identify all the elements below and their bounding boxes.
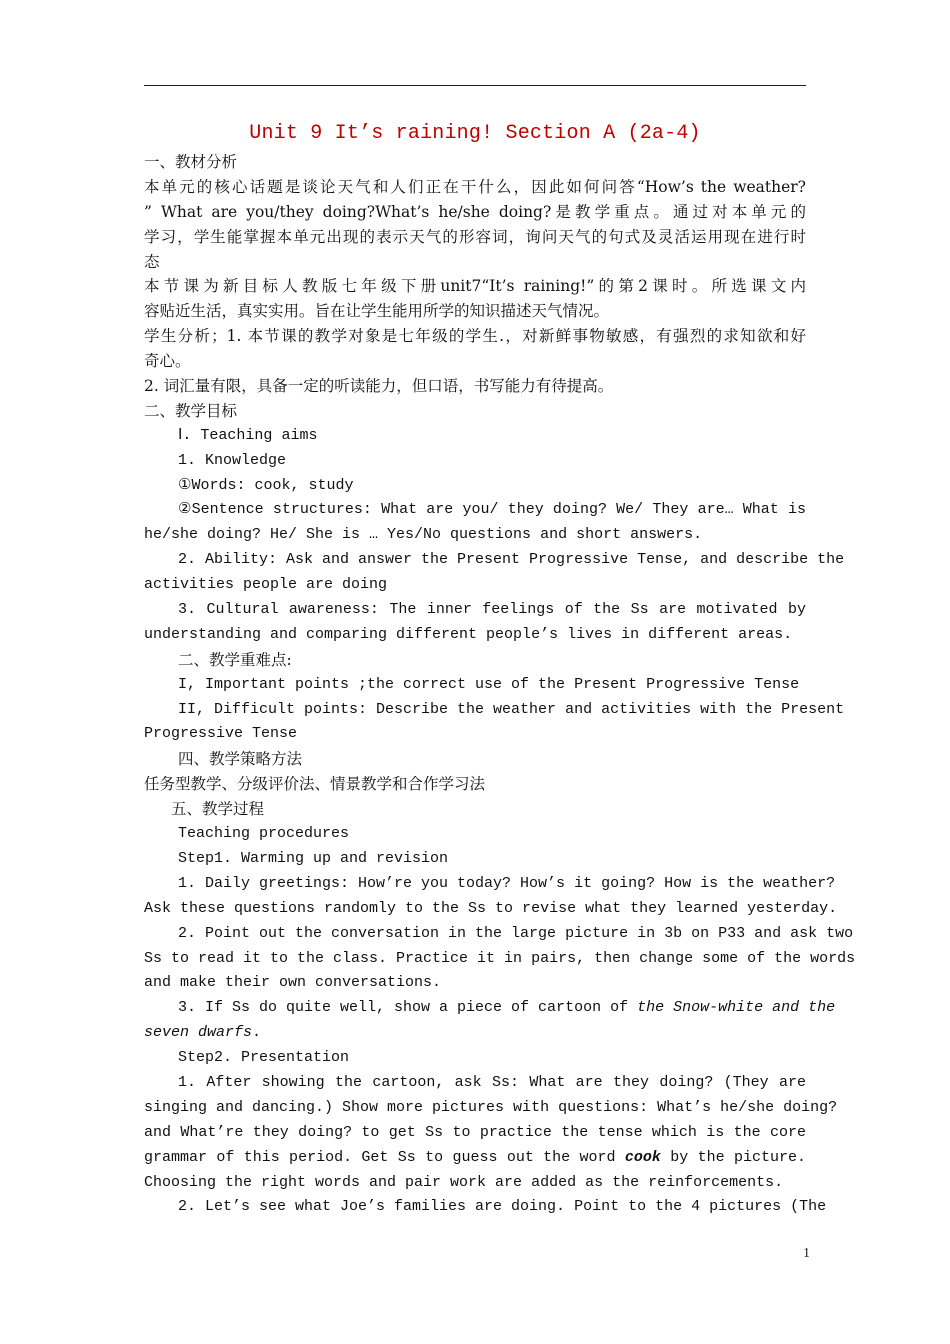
paragraph-line: Ss to read it to the class. Practice it in pairs, then change some of the words: [144, 949, 856, 967]
list-item: 3. Cultural awareness: The inner feelings of the Ss are motivated by: [178, 601, 806, 619]
list-item: ①Words: cook, study: [178, 476, 354, 494]
paragraph-line: Choosing the right words and pair work are added as the reinforcements.: [144, 1173, 784, 1191]
paragraph-line: ” What are you/they doing?What’s he/she doing?是教学重点。通过对本单元的: [144, 202, 806, 221]
paragraph-line: understanding and comparing different people’s lives in different areas.: [144, 625, 793, 643]
header-rule: [144, 85, 806, 86]
list-item: 2. Ability: Ask and answer the Present Progressive Tense, and describe the: [178, 551, 845, 569]
cartoon-title-italic: seven dwarfs: [144, 1024, 253, 1042]
paragraph-line: [144, 1021, 806, 1046]
step-heading: Step1. Warming up and revision: [178, 849, 449, 867]
paragraph-line: 2. 词汇量有限，具备一定的听读能力，但口语，书写能力有待提高。: [144, 377, 614, 396]
paragraph-line: 学习，学生能掌握本单元出现的表示天气的形容词，询问天气的句式及灵活运用现在进行时: [144, 227, 806, 246]
paragraph-line: [144, 1146, 806, 1171]
paragraph-line: 态: [144, 252, 160, 271]
document-title: Unit 9 It’s raining! Section A (2a-4): [249, 122, 701, 145]
heading-teaching-strategies: 四、教学策略方法: [178, 750, 303, 769]
paragraph-line: and What’re they doing? to get Ss to practice the tense which is the core: [144, 1123, 806, 1141]
step-heading: Step2. Presentation: [178, 1049, 350, 1067]
list-item: 2. Point out the conversation in the large picture in 3b on P33 and ask two: [178, 924, 854, 942]
paragraph-line: 本单元的核心话题是谈论天气和人们正在干什么，因此如何问答“How’s the weather?: [144, 177, 806, 196]
paragraph-line: Ask these questions randomly to the Ss to revise what they learned yesterday.: [144, 899, 838, 917]
list-item: ②Sentence structures: What are you/ they doing? We/ They are… What is: [178, 501, 806, 519]
paragraph-line: Teaching procedures: [178, 825, 350, 843]
line-text: .: [252, 1024, 262, 1042]
list-item: Ⅰ. Teaching aims: [178, 426, 318, 444]
list-item: 1. Knowledge: [178, 451, 287, 469]
list-item: I, Important points ;the correct use of the Present Progressive Tense: [178, 675, 800, 693]
paragraph-line: 容贴近生活，真实实用。旨在让学生能用所学的知识描述天气情况。: [144, 302, 610, 321]
list-item: 1. After showing the cartoon, ask Ss: What are they doing? (They are: [178, 1073, 806, 1091]
list-item: [144, 996, 836, 1021]
cartoon-title-italic: the Snow-white and the: [637, 999, 836, 1017]
paragraph-line: and make their own conversations.: [144, 974, 442, 992]
page-number: 1: [803, 1246, 810, 1261]
line-text: 3. If Ss do quite well, show a piece of cartoon of: [178, 999, 629, 1017]
heading-textbook-analysis: 一、教材分析: [144, 153, 238, 171]
paragraph-line: 奇心。: [144, 352, 191, 371]
paragraph-line: 任务型教学、分级评价法、情景教学和合作学习法: [144, 775, 486, 794]
paragraph-line: 本节课为新目标人教版七年级下册unit7“It’s raining!”的第2课时。所选课文内: [144, 277, 806, 296]
keyword-cook: cook: [624, 1148, 661, 1166]
list-item: II, Difficult points: Describe the weather and activities with the Present: [178, 700, 845, 718]
list-item: 1. Daily greetings: How’re you today? How’s it going? How is the weather?: [178, 874, 836, 892]
paragraph-line: activities people are doing: [144, 576, 388, 594]
paragraph-line: he/she doing? He/ She is … Yes/No questions and short answers.: [144, 526, 703, 544]
document-body: [144, 150, 856, 1220]
paragraph-line: singing and dancing.) Show more pictures with questions: What’s he/she doing?: [144, 1098, 838, 1116]
heading-teaching-process: 五、教学过程: [171, 800, 265, 819]
paragraph-line: 学生分析；1. 本节课的教学对象是七年级的学生.，对新鲜事物敏感，有强烈的求知欲和好: [144, 327, 806, 346]
paragraph-line: Progressive Tense: [144, 725, 298, 743]
heading-key-points: 二、教学重难点:: [178, 650, 292, 669]
line-text: by the picture.: [670, 1148, 806, 1166]
line-text: grammar of this period. Get Ss to guess out the word: [144, 1148, 616, 1166]
heading-teaching-objectives: 二、教学目标: [144, 401, 238, 420]
list-item: 2. Let’s see what Joe’s families are doing. Point to the 4 pictures (The: [178, 1198, 827, 1216]
